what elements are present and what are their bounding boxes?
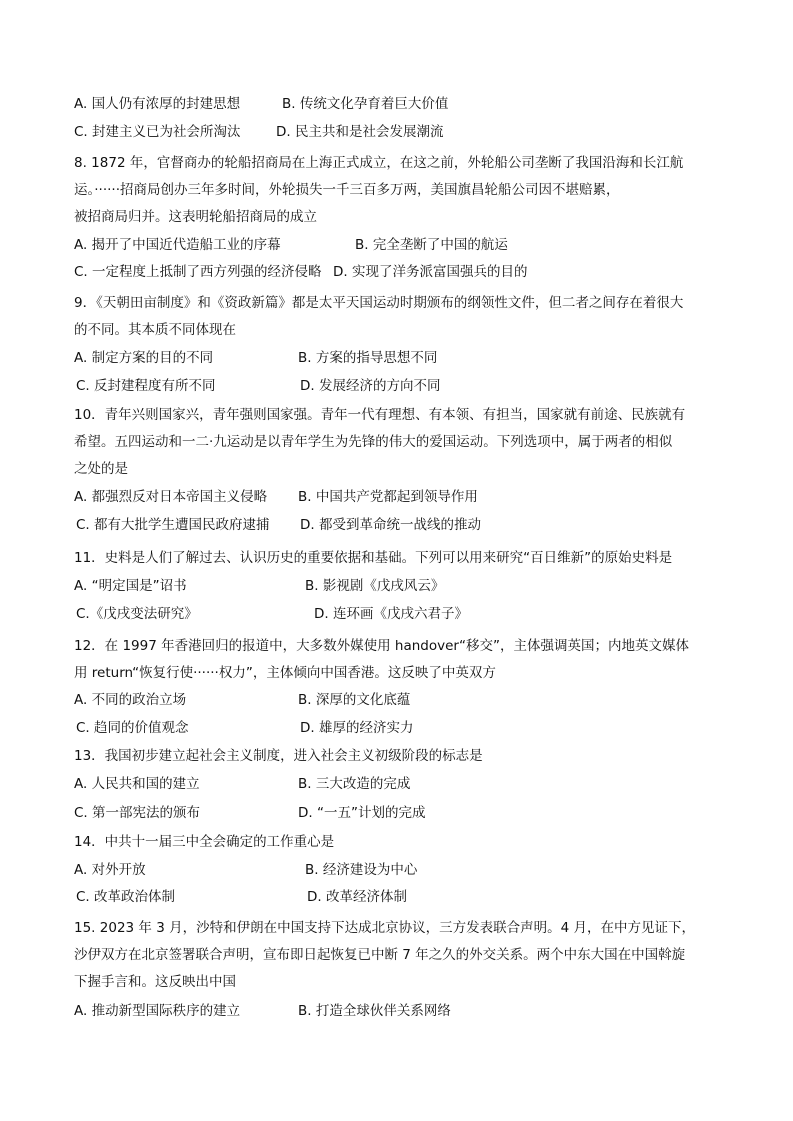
q12-option-b: B. 深厚的文化底蕴 [298,692,411,708]
q8-stem-line-2: 运。······招商局创办三年多时间，外轮损失一千三百多万两，美国旗昌轮船公司因不堪赔累， [74,182,620,198]
q13-option-b: B. 三大改造的完成 [298,776,411,792]
q15-option-a: A. 推动新型国际秩序的建立 [74,1003,241,1019]
q12-stem-line-2: 用 return“恢复行使······权力”，主体倾向中国香港。这反映了中英双方 [74,665,496,681]
q7-option-b: B. 传统文化孕育着巨大价值 [282,96,449,112]
q8-stem-line-1: 8. 1872 年，官督商办的轮船招商局在上海正式成立，在这之前，外轮船公司垄断了我国沿海和长江航 [74,155,684,171]
q14-stem-line-1: 14．中共十一届三中全会确定的工作重心是 [74,834,335,850]
q9-option-a: A. 制定方案的目的不同 [74,350,214,366]
q13-option-d: D. “一五”计划的完成 [298,805,426,821]
q9-option-b: B. 方案的指导思想不同 [298,350,438,366]
q15-stem-line-3: 下握手言和。这反映出中国 [74,974,236,990]
q9-option-c: C. 反封建程度有所不同 [76,378,216,394]
q14-option-a: A. 对外开放 [74,862,146,878]
q15-stem-line-2: 沙伊双方在北京签署联合声明，宣布即日起恢复已中断 7 年之久的外交关系。两个中东大国在中国斡旋 [74,947,686,963]
q8-stem-line-3: 被招商局归并。这表明轮船招商局的成立 [74,209,317,225]
q11-option-c: C.《戊戌变法研究》 [76,606,198,622]
q7-option-a: A. 国人仍有浓厚的封建思想 [74,96,241,112]
q10-option-b: B. 中国共产党都起到领导作用 [298,489,478,505]
q10-option-d: D. 都受到革命统一战线的推动 [300,517,481,533]
q11-option-d: D. 连环画《戊戌六君子》 [314,606,468,622]
q15-option-b: B. 打造全球伙伴关系网络 [298,1003,451,1019]
q11-option-a: A. “明定国是”诏书 [74,578,187,594]
q14-option-d: D. 改革经济体制 [307,889,407,905]
q12-stem-line-1: 12．在 1997 年香港回归的报道中，大多数外媒使用 handover“移交”，主体强调英国；内地英文媒体 [74,638,689,654]
q12-option-a: A. 不同的政治立场 [74,692,187,708]
q10-option-c: C. 都有大批学生遭国民政府逮捕 [76,517,270,533]
q9-stem-line-2: 的不同。其本质不同体现在 [74,322,236,338]
q10-stem-line-1: 10．青年兴则国家兴，青年强则国家强。青年一代有理想、有本领、有担当，国家就有前途、民族就有 [74,407,686,423]
q13-option-c: C. 第一部宪法的颁布 [74,805,201,821]
q8-option-b: B. 完全垄断了中国的航运 [355,237,508,253]
q13-stem-line-1: 13．我国初步建立起社会主义制度，进入社会主义初级阶段的标志是 [74,748,483,764]
q10-stem-line-2: 希望。五四运动和一二·九运动是以青年学生为先锋的伟大的爱国运动。下列选项中，属于两者的相似 [74,434,673,450]
q10-stem-line-3: 之处的是 [74,461,128,477]
q8-option-c: C. 一定程度上抵制了西方列强的经济侵略 [74,264,322,280]
q8-option-a: A. 揭开了中国近代造船工业的序幕 [74,237,281,253]
q9-option-d: D. 发展经济的方向不同 [300,378,441,394]
q7-option-d: D. 民主共和是社会发展潮流 [276,124,444,140]
q13-option-a: A. 人民共和国的建立 [74,776,200,792]
q12-option-c: C. 趋同的价值观念 [76,720,189,736]
q11-option-b: B. 影视剧《戊戌风云》 [305,578,445,594]
q8-option-d: D. 实现了洋务派富国强兵的目的 [333,264,528,280]
q7-option-c: C. 封建主义已为社会所淘汰 [74,124,241,140]
q14-option-b: B. 经济建设为中心 [305,862,418,878]
q9-stem-line-1: 9．《天朝田亩制度》和《资政新篇》都是太平天国运动时期颁布的纲领性文件，但二者之间存在着很大 [74,295,684,311]
q15-stem-line-1: 15. 2023 年 3 月，沙特和伊朗在中国支持下达成北京协议，三方发表联合声明。4 月，在中方见证下， [74,920,695,936]
q11-stem-line-1: 11．史料是人们了解过去、认识历史的重要依据和基础。下列可以用来研究“百日维新”的原始史料是 [74,550,673,566]
q14-option-c: C. 改革政治体制 [76,889,176,905]
q10-option-a: A. 都强烈反对日本帝国主义侵略 [74,489,268,505]
q12-option-d: D. 雄厚的经济实力 [300,720,414,736]
